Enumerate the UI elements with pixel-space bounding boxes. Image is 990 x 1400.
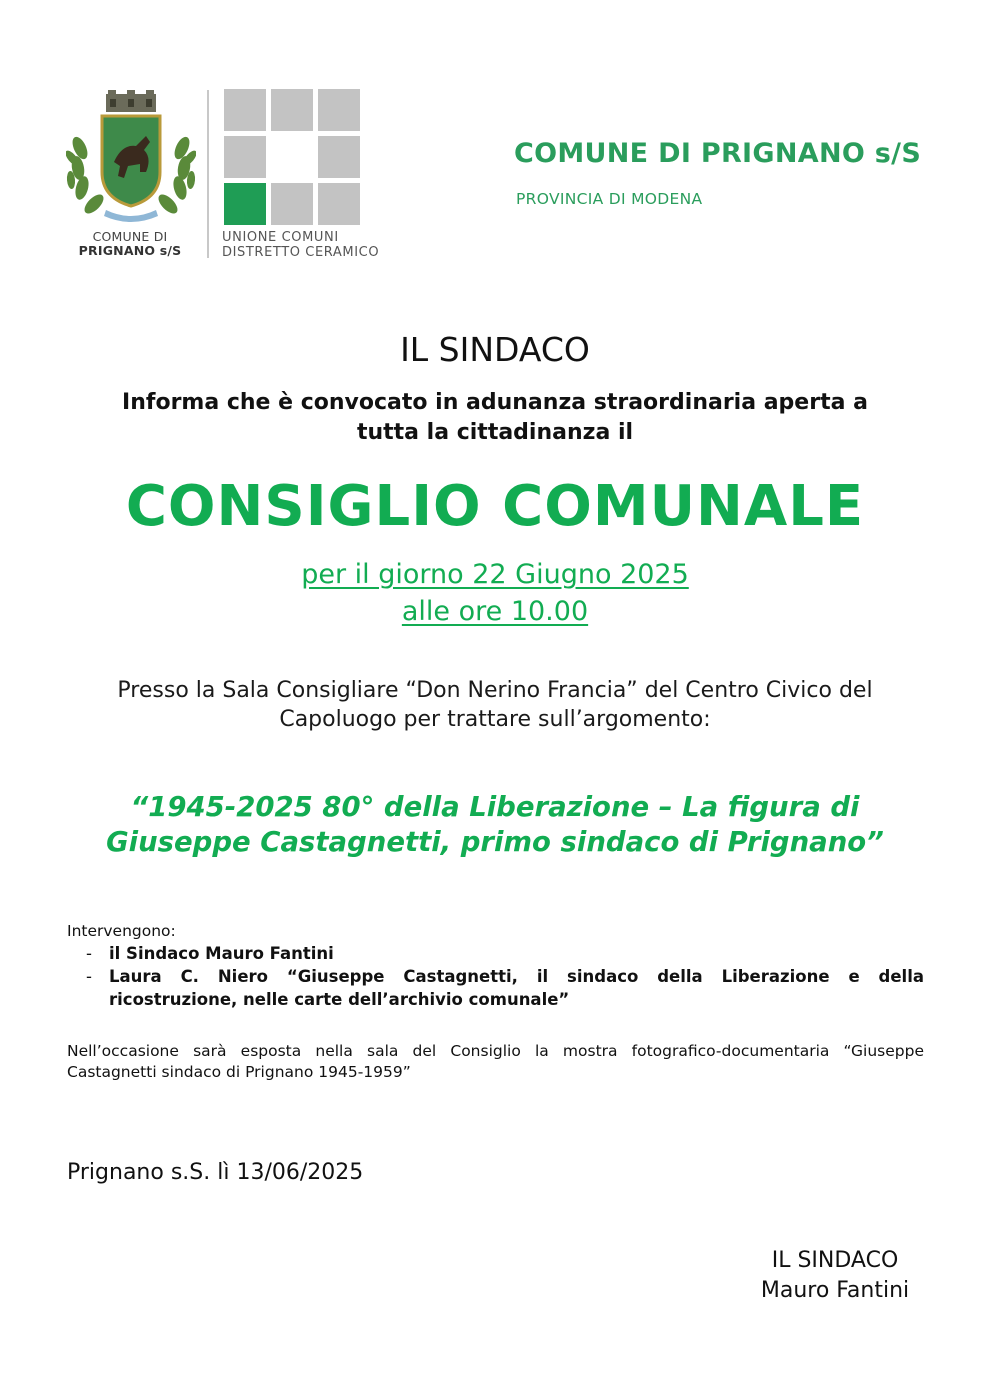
speaker-1: il Sindaco Mauro Fantini [109, 944, 334, 963]
comune-crest-logo [66, 88, 196, 228]
comune-title: COMUNE DI PRIGNANO s/S [514, 138, 922, 169]
union-caption-line1: UNIONE COMUNI [222, 230, 339, 245]
union-caption [222, 230, 379, 260]
notice-intro-line1: Informa che è convocato in adunanza straordinaria aperta a [122, 390, 868, 415]
event-location [60, 676, 930, 734]
grid-logo-cell [318, 183, 360, 225]
speakers-list [86, 942, 924, 1011]
crest-caption-line1: COMUNE DI [92, 229, 168, 244]
signature-name: Mauro Fantini [760, 1278, 910, 1303]
notice-heading: IL SINDACO [400, 330, 590, 369]
union-caption-line2: DISTRETTO CERAMICO [222, 245, 380, 260]
speaker-2: Laura C. Niero “Giuseppe Castagnetti, il sindaco della Liberazione e della ricostruzione, nelle carte dell’archivio comunale” [109, 967, 924, 1009]
signature-title: IL SINDACO [771, 1248, 899, 1273]
grid-logo-cell [224, 136, 266, 178]
event-location-line2: Capoluogo per trattare sull’argomento: [279, 707, 711, 732]
event-time: alle ore 10.00 [401, 596, 589, 627]
list-item: - Laura C. Niero “Giuseppe Castagnetti, il sindaco della Liberazione e della ricostruzione, nelle carte dell’archivio comunale” [86, 967, 924, 1009]
unione-comuni-grid-logo [224, 89, 360, 225]
provincia-label: PROVINCIA DI MODENA [516, 190, 703, 208]
event-topic-line2: Giuseppe Castagnetti, primo sindaco di Prignano” [106, 826, 884, 858]
place-date: Prignano s.S. lì 13/06/2025 [67, 1160, 364, 1185]
notice-intro-line2: tutta la cittadinanza il [356, 420, 634, 445]
speakers-label: Intervengono: [67, 922, 176, 940]
event-title: CONSIGLIO COMUNALE [125, 474, 865, 539]
list-item: - il Sindaco Mauro Fantini [86, 942, 924, 965]
crest-caption [60, 230, 200, 258]
grid-logo-cell [318, 89, 360, 131]
signature-block [740, 1246, 930, 1306]
grid-logo-cell [224, 89, 266, 131]
grid-logo-cell [271, 89, 313, 131]
notice-intro [60, 388, 930, 448]
event-topic [60, 790, 930, 860]
exhibition-note: Nell’occasione sarà esposta nella sala del Consiglio la mostra fotografico-documentaria “Giuseppe Castagnetti sindaco di Prignano 1945-1959” [67, 1042, 924, 1081]
grid-logo-cell [318, 136, 360, 178]
event-topic-line1: “1945-2025 80° della Liberazione – La figura di [130, 791, 860, 823]
crest-caption-line2: PRIGNANO s/S [78, 243, 182, 258]
grid-logo-cell [224, 183, 266, 225]
grid-logo-cell [271, 183, 313, 225]
event-location-line1: Presso la Sala Consigliare “Don Nerino Francia” del Centro Civico del [117, 678, 873, 703]
event-datetime [60, 558, 930, 632]
event-date: per il giorno 22 Giugno 2025 [301, 559, 689, 590]
header-divider [207, 90, 209, 258]
